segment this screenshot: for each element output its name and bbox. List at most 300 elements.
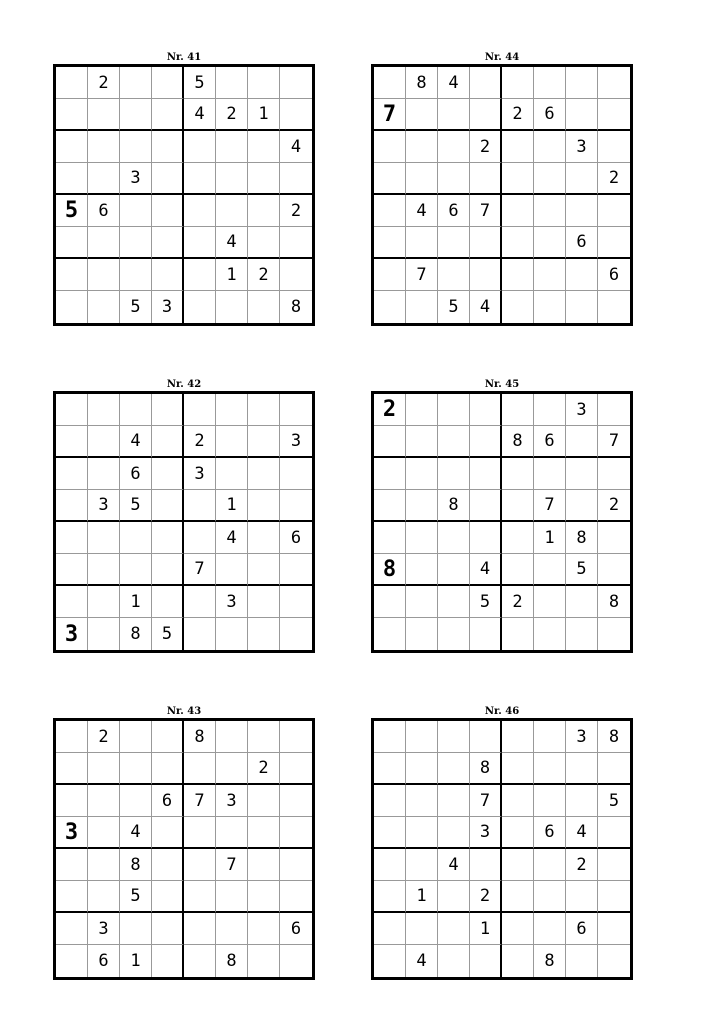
grid-cell: [534, 394, 566, 426]
grid-cell: [598, 291, 630, 323]
grid-cell: [598, 195, 630, 227]
grid-cell: [184, 259, 216, 291]
grid-cell: [470, 426, 502, 458]
grid-cell: 5: [120, 490, 152, 522]
grid-cell: [566, 586, 598, 618]
grid-cell: [534, 753, 566, 785]
grid-cell: 4: [470, 554, 502, 586]
grid-cell: 1: [120, 586, 152, 618]
grid-cell: [184, 945, 216, 977]
grid-cell: 6: [88, 945, 120, 977]
grid-cell: [406, 522, 438, 554]
grid-cell: [184, 227, 216, 259]
grid-cell: 7: [374, 99, 406, 131]
grid-cell: [152, 426, 184, 458]
grid-cell: [374, 753, 406, 785]
grid-cell: [280, 881, 312, 913]
grid-cell: [248, 618, 280, 650]
grid-cell: [406, 618, 438, 650]
grid-cell: [280, 817, 312, 849]
grid-cell: 3: [88, 913, 120, 945]
grid-cell: [216, 67, 248, 99]
puzzle-nr-45: [371, 378, 633, 653]
grid-cell: 7: [470, 785, 502, 817]
grid-cell: 3: [566, 131, 598, 163]
grid-cell: 6: [534, 817, 566, 849]
grid-cell: 8: [438, 490, 470, 522]
grid-cell: [438, 881, 470, 913]
grid-cell: [216, 131, 248, 163]
grid-cell: [438, 259, 470, 291]
grid-cell: [502, 522, 534, 554]
grid-cell: [502, 753, 534, 785]
grid-cell: [216, 618, 248, 650]
grid-cell: 5: [120, 291, 152, 323]
grid-cell: [502, 817, 534, 849]
puzzle-nr-43: [53, 705, 315, 980]
grid-cell: [438, 99, 470, 131]
grid-cell: [152, 817, 184, 849]
grid-cell: [470, 394, 502, 426]
grid-cell: [248, 522, 280, 554]
grid-cell: [88, 291, 120, 323]
grid-cell: [184, 131, 216, 163]
puzzle-title: Nr. 44: [484, 52, 520, 63]
grid-cell: [470, 67, 502, 99]
grid-cell: [502, 849, 534, 881]
grid-cell: [120, 99, 152, 131]
grid-cell: 6: [438, 195, 470, 227]
grid-cell: [184, 586, 216, 618]
grid-cell: [216, 163, 248, 195]
grid-cell: 2: [598, 490, 630, 522]
grid-cell: [248, 817, 280, 849]
grid-cell: [438, 945, 470, 977]
grid-cell: [120, 554, 152, 586]
grid-cell: 7: [470, 195, 502, 227]
grid-cell: [406, 394, 438, 426]
grid-cell: [280, 618, 312, 650]
grid-cell: [406, 163, 438, 195]
grid-cell: [566, 195, 598, 227]
grid-cell: [438, 753, 470, 785]
grid-cell: 1: [216, 490, 248, 522]
grid-cell: 7: [216, 849, 248, 881]
grid-cell: 2: [502, 99, 534, 131]
grid-cell: 2: [374, 394, 406, 426]
grid-cell: [374, 618, 406, 650]
grid-cell: [406, 131, 438, 163]
grid-cell: 6: [566, 913, 598, 945]
grid-cell: [152, 945, 184, 977]
grid-cell: [406, 554, 438, 586]
grid-cell: [470, 458, 502, 490]
grid-cell: [374, 458, 406, 490]
grid-cell: [88, 426, 120, 458]
grid-cell: [438, 785, 470, 817]
grid-cell: [470, 99, 502, 131]
grid-cell: [184, 849, 216, 881]
grid-cell: 6: [566, 227, 598, 259]
grid-cell: [470, 618, 502, 650]
grid-cell: 5: [438, 291, 470, 323]
grid-cell: [502, 554, 534, 586]
sudoku-grid: [53, 64, 315, 326]
grid-cell: [438, 586, 470, 618]
grid-cell: [152, 394, 184, 426]
grid-cell: [248, 849, 280, 881]
sudoku-grid: [53, 718, 315, 980]
grid-cell: [152, 99, 184, 131]
grid-cell: [184, 490, 216, 522]
grid-cell: 7: [184, 785, 216, 817]
grid-cell: 8: [184, 721, 216, 753]
grid-cell: [438, 426, 470, 458]
grid-cell: [216, 913, 248, 945]
grid-cell: 2: [280, 195, 312, 227]
grid-cell: [598, 849, 630, 881]
grid-cell: [534, 131, 566, 163]
grid-cell: [248, 881, 280, 913]
grid-cell: [470, 522, 502, 554]
grid-cell: [566, 67, 598, 99]
grid-cell: [438, 817, 470, 849]
grid-cell: [598, 99, 630, 131]
grid-cell: [56, 259, 88, 291]
grid-cell: [438, 227, 470, 259]
grid-cell: [56, 881, 88, 913]
grid-cell: [438, 554, 470, 586]
grid-cell: [216, 817, 248, 849]
grid-cell: [248, 131, 280, 163]
grid-cell: [184, 522, 216, 554]
grid-cell: [56, 99, 88, 131]
sudoku-grid: [371, 64, 633, 326]
grid-cell: [502, 618, 534, 650]
grid-cell: [566, 259, 598, 291]
grid-cell: [406, 458, 438, 490]
puzzle-title: Nr. 42: [166, 379, 202, 390]
grid-cell: [280, 67, 312, 99]
grid-cell: 4: [406, 945, 438, 977]
grid-cell: [502, 131, 534, 163]
grid-cell: [216, 458, 248, 490]
grid-cell: [566, 426, 598, 458]
grid-cell: [88, 586, 120, 618]
grid-cell: [248, 394, 280, 426]
grid-cell: [216, 721, 248, 753]
grid-cell: [280, 458, 312, 490]
grid-cell: [374, 490, 406, 522]
grid-cell: [438, 131, 470, 163]
grid-cell: 8: [290, 297, 302, 317]
grid-cell: [248, 490, 280, 522]
grid-cell: 8: [120, 618, 152, 650]
grid-cell: [534, 195, 566, 227]
grid-cell: [438, 163, 470, 195]
grid-cell: [470, 163, 502, 195]
grid-cell: [374, 785, 406, 817]
grid-cell: [470, 259, 502, 291]
grid-cell: 5: [566, 554, 598, 586]
grid-cell: 8: [216, 945, 248, 977]
grid-cell: [598, 522, 630, 554]
grid-cell: [534, 67, 566, 99]
grid-cell: [248, 227, 280, 259]
grid-cell: 4: [184, 99, 216, 131]
grid-cell: [470, 490, 502, 522]
grid-cell: [534, 291, 566, 323]
grid-cell: [184, 618, 216, 650]
grid-cell: [598, 817, 630, 849]
grid-cell: [184, 817, 216, 849]
grid-cell: 4: [120, 817, 152, 849]
grid-cell: [120, 753, 152, 785]
grid-cell: [280, 586, 312, 618]
grid-cell: [598, 554, 630, 586]
puzzle-nr-44: [371, 51, 633, 326]
grid-cell: [374, 195, 406, 227]
grid-cell: [598, 945, 630, 977]
grid-cell: 4: [438, 67, 470, 99]
grid-cell: [374, 426, 406, 458]
grid-cell: [534, 458, 566, 490]
grid-cell: 5: [120, 881, 152, 913]
puzzle-title: Nr. 45: [484, 379, 520, 390]
grid-cell: 6: [152, 785, 184, 817]
grid-cell: 7: [598, 426, 630, 458]
grid-cell: [56, 227, 88, 259]
grid-cell: [184, 881, 216, 913]
grid-cell: [374, 163, 406, 195]
grid-cell: [374, 291, 406, 323]
grid-cell: [152, 849, 184, 881]
grid-cell: [56, 785, 88, 817]
grid-cell: [534, 785, 566, 817]
grid-cell: 5: [184, 67, 216, 99]
grid-cell: [566, 458, 598, 490]
grid-cell: [566, 163, 598, 195]
grid-cell: [56, 721, 88, 753]
grid-cell: 3: [88, 490, 120, 522]
grid-cell: [184, 394, 216, 426]
grid-cell: [280, 227, 312, 259]
grid-cell: [470, 227, 502, 259]
grid-cell: [216, 426, 248, 458]
grid-cell: [280, 785, 312, 817]
grid-cell: [406, 586, 438, 618]
grid-cell: 4: [120, 426, 152, 458]
grid-cell: [88, 785, 120, 817]
grid-cell: 1: [216, 259, 248, 291]
grid-cell: [88, 522, 120, 554]
grid-cell: [598, 881, 630, 913]
grid-cell: [406, 426, 438, 458]
grid-cell: [88, 817, 120, 849]
grid-cell: [374, 259, 406, 291]
grid-cell: [280, 721, 312, 753]
grid-cell: [56, 753, 88, 785]
grid-cell: 4: [216, 522, 248, 554]
grid-cell: [598, 67, 630, 99]
grid-cell: [598, 458, 630, 490]
grid-cell: [374, 522, 406, 554]
grid-cell: [406, 849, 438, 881]
grid-cell: [566, 618, 598, 650]
grid-cell: [184, 195, 216, 227]
grid-cell: [598, 753, 630, 785]
grid-cell: 2: [248, 259, 280, 291]
grid-cell: [438, 522, 470, 554]
grid-cell: [152, 586, 184, 618]
grid-cell: [534, 259, 566, 291]
grid-cell: [88, 163, 120, 195]
grid-cell: [406, 753, 438, 785]
grid-cell: [438, 721, 470, 753]
grid-cell: 7: [184, 554, 216, 586]
grid-cell: [406, 227, 438, 259]
grid-cell: [502, 945, 534, 977]
grid-cell: 4: [216, 227, 248, 259]
grid-cell: [56, 586, 88, 618]
grid-cell: [184, 291, 216, 323]
grid-cell: 5: [56, 195, 88, 227]
grid-cell: [248, 163, 280, 195]
grid-cell: 6: [534, 426, 566, 458]
grid-cell: [438, 394, 470, 426]
grid-cell: [280, 163, 312, 195]
grid-cell: [56, 131, 88, 163]
grid-cell: [120, 721, 152, 753]
grid-cell: 5: [152, 618, 184, 650]
grid-cell: [598, 913, 630, 945]
grid-cell: [152, 227, 184, 259]
grid-cell: [88, 849, 120, 881]
grid-cell: [216, 753, 248, 785]
grid-cell: [534, 586, 566, 618]
grid-cell: [502, 913, 534, 945]
grid-cell: [374, 721, 406, 753]
grid-cell: 3: [470, 817, 502, 849]
grid-cell: [502, 394, 534, 426]
grid-cell: [566, 291, 598, 323]
grid-cell: [374, 817, 406, 849]
grid-cell: 8: [374, 554, 406, 586]
grid-cell: [534, 227, 566, 259]
grid-cell: 2: [598, 163, 630, 195]
grid-cell: 2: [248, 753, 280, 785]
grid-cell: [502, 227, 534, 259]
grid-cell: 2: [216, 99, 248, 131]
grid-cell: 6: [88, 195, 120, 227]
grid-cell: [56, 522, 88, 554]
grid-cell: 8: [534, 945, 566, 977]
grid-cell: [88, 394, 120, 426]
grid-cell: [406, 490, 438, 522]
grid-cell: [280, 554, 312, 586]
grid-cell: [406, 721, 438, 753]
puzzle-title: Nr. 43: [166, 706, 202, 717]
grid-cell: [534, 618, 566, 650]
grid-cell: 3: [566, 721, 598, 753]
grid-cell: [120, 522, 152, 554]
grid-cell: 8: [120, 849, 152, 881]
grid-cell: [566, 785, 598, 817]
puzzle-title: Nr. 41: [166, 52, 202, 63]
grid-cell: 3: [216, 586, 248, 618]
grid-cell: [502, 195, 534, 227]
puzzle-nr-46: [371, 705, 633, 980]
grid-cell: [374, 131, 406, 163]
grid-cell: [88, 618, 120, 650]
grid-cell: [56, 490, 88, 522]
grid-cell: [374, 945, 406, 977]
grid-cell: 7: [534, 490, 566, 522]
grid-cell: [152, 721, 184, 753]
grid-cell: 4: [566, 817, 598, 849]
grid-cell: [152, 259, 184, 291]
grid-cell: [280, 259, 312, 291]
grid-cell: [598, 131, 630, 163]
grid-cell: [152, 195, 184, 227]
grid-cell: 3: [56, 618, 88, 650]
grid-cell: [56, 67, 88, 99]
grid-cell: [374, 849, 406, 881]
puzzle-title: Nr. 46: [484, 706, 520, 717]
grid-cell: [598, 394, 630, 426]
grid-cell: [120, 785, 152, 817]
grid-cell: 4: [438, 849, 470, 881]
grid-cell: [56, 849, 88, 881]
grid-cell: 4: [470, 291, 502, 323]
grid-cell: [216, 195, 248, 227]
grid-cell: [56, 394, 88, 426]
grid-cell: [502, 881, 534, 913]
grid-cell: [438, 618, 470, 650]
grid-cell: 1: [470, 913, 502, 945]
grid-cell: [184, 753, 216, 785]
grid-cell: 6: [598, 259, 630, 291]
grid-cell: [280, 99, 312, 131]
grid-cell: [120, 227, 152, 259]
grid-cell: 3: [56, 817, 88, 849]
grid-cell: [152, 913, 184, 945]
grid-cell: [502, 291, 534, 323]
grid-cell: [470, 721, 502, 753]
grid-cell: [152, 490, 184, 522]
grid-cell: 2: [502, 586, 534, 618]
grid-cell: [120, 259, 152, 291]
grid-cell: [502, 259, 534, 291]
grid-cell: 3: [216, 785, 248, 817]
grid-cell: [502, 721, 534, 753]
grid-cell: [248, 586, 280, 618]
sudoku-grid: [371, 391, 633, 653]
grid-cell: [406, 99, 438, 131]
grid-cell: [248, 426, 280, 458]
grid-cell: 3: [152, 291, 184, 323]
grid-cell: [152, 881, 184, 913]
grid-cell: 1: [406, 881, 438, 913]
grid-cell: [566, 753, 598, 785]
grid-cell: 7: [406, 259, 438, 291]
grid-cell: [566, 99, 598, 131]
grid-cell: [248, 913, 280, 945]
grid-cell: [534, 163, 566, 195]
grid-cell: [534, 913, 566, 945]
grid-cell: [248, 67, 280, 99]
grid-cell: [248, 458, 280, 490]
